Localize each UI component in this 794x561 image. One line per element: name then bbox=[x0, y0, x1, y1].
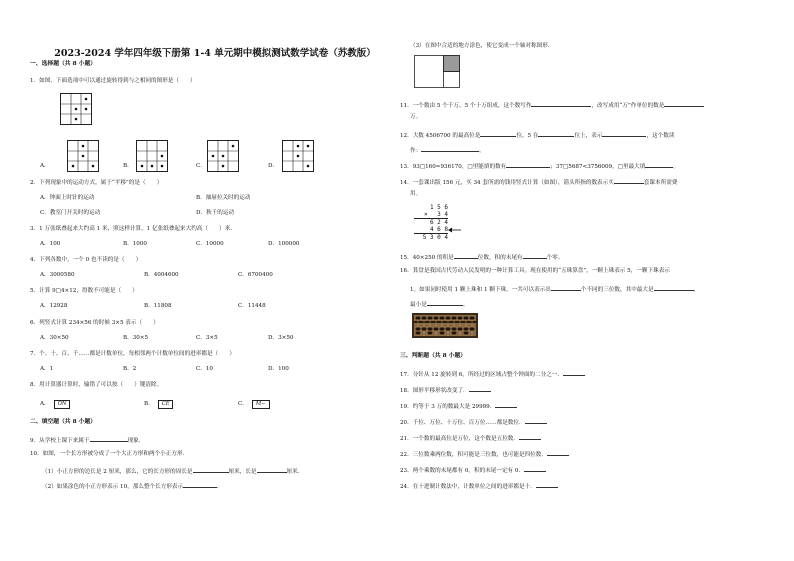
question-15 bbox=[400, 252, 563, 262]
q4-option-b[interactable]: B．4004600 bbox=[144, 272, 179, 278]
q10-2-text-end: ． bbox=[217, 484, 223, 490]
q1-option-b-figure[interactable] bbox=[136, 140, 168, 172]
q12-place-blank[interactable] bbox=[538, 130, 574, 137]
judge-19-text: 19．约等于 3 万的数最大是 29999． bbox=[400, 404, 496, 410]
q5-option-a[interactable]: A．12928 bbox=[40, 303, 68, 309]
q12-highest-blank[interactable] bbox=[480, 130, 516, 137]
question-16-cont bbox=[410, 284, 699, 294]
q12-text-d: ，这个数读 bbox=[646, 133, 675, 139]
judge-23-blank[interactable] bbox=[524, 465, 546, 472]
q14-vertical-multiplication bbox=[414, 204, 448, 241]
q15-text: 15．40×250 的积是 bbox=[400, 255, 454, 261]
q2-option-b[interactable]: B．抽屉拉关时的运动 bbox=[196, 195, 251, 201]
judge-17 bbox=[400, 369, 585, 379]
q10-rectangle-figure[interactable] bbox=[414, 55, 460, 88]
question-16: 16．算盘是我国古代劳动人民发明的一种计算工具。现在使用的“五珠算盘”，一颗上珠表示 5，一颗下珠表示 bbox=[400, 268, 670, 274]
question-8: 8．用计算器计算时，输错了可以按（ ）键清除。 bbox=[30, 382, 163, 388]
q14-text: 14．一套课出版 156 元，买 34 套所需的钱用竖式计算（如图），箭头所指的数表示买 bbox=[400, 180, 614, 186]
q16-min-blank[interactable] bbox=[427, 299, 463, 306]
q14-answer-blank[interactable] bbox=[614, 177, 644, 184]
judge-20-text: 20．千位、万位、十万位、百万位……都是数位． bbox=[400, 420, 525, 426]
q11-text: 11．一个数由 5 个千万、5 个十万组成，这个数写作 bbox=[400, 103, 532, 109]
q10-1-text-end: 厘米． bbox=[286, 469, 304, 475]
q9-answer-blank[interactable] bbox=[90, 435, 128, 442]
q11-wan-blank[interactable] bbox=[664, 100, 704, 107]
q15-zeros-blank[interactable] bbox=[523, 252, 547, 259]
arrow-left-icon bbox=[448, 226, 462, 234]
judge-18-blank[interactable] bbox=[469, 385, 491, 392]
question-5: 5．计算 9□4×12，得数不可能是（ ） bbox=[30, 288, 138, 294]
judge-22-text: 22．三位数乘两位数，积可能是三位数，也可能是四位数． bbox=[400, 452, 547, 458]
q10-1-text: （1）小正方形的边长是 2 厘米，那么，它的长方形的周长是 bbox=[42, 469, 193, 475]
question-14 bbox=[400, 177, 677, 187]
judge-17-text: 17．分针从 12 旋转到 6，所经过的区域占整个钟面的二分之一． bbox=[400, 372, 563, 378]
q1-reference-figure bbox=[60, 93, 92, 125]
question-9 bbox=[30, 435, 144, 445]
q3-option-b[interactable]: B．1000 bbox=[123, 241, 147, 247]
q12-value-blank[interactable] bbox=[602, 130, 646, 137]
q4-option-c[interactable]: C．6700400 bbox=[238, 272, 273, 278]
q5-option-b[interactable]: B．11808 bbox=[144, 303, 172, 309]
q9-text: 9．从学校上课下来属于 bbox=[30, 438, 90, 444]
q1-option-b-label[interactable]: B． bbox=[123, 163, 133, 169]
abacus-image bbox=[412, 313, 478, 338]
judge-21-blank[interactable] bbox=[519, 433, 541, 440]
q4-option-a[interactable]: A．3000580 bbox=[40, 272, 75, 278]
q12-reading-blank[interactable] bbox=[421, 145, 479, 152]
ce-key-icon[interactable]: CE bbox=[158, 400, 174, 409]
question-11 bbox=[400, 100, 704, 110]
q11-text-mid: ，改写成用“万”作单位的数是 bbox=[591, 103, 665, 109]
q8-option-a-label: A． bbox=[40, 401, 50, 407]
q6-option-d[interactable]: D．3×50 bbox=[268, 335, 294, 341]
q12-text: 12．大数 4506700 的最高位是 bbox=[400, 133, 481, 139]
q1-option-a-figure[interactable] bbox=[67, 140, 99, 172]
judge-24-text: 24．在十进制计数法中，计数单位之间的进率都是十． bbox=[400, 484, 536, 490]
question-10-1 bbox=[42, 466, 303, 476]
q13-digits-blank[interactable] bbox=[506, 161, 550, 168]
judge-23 bbox=[400, 465, 546, 475]
q14-text-mid: 套课本所需费 bbox=[643, 180, 678, 186]
section-choice-heading: 一、选择题（共 8 小题） bbox=[30, 61, 97, 67]
question-12 bbox=[400, 130, 674, 140]
question-10: 10．如图，一个长方形被分成了一个大正方形和两个小正方形． bbox=[30, 451, 189, 457]
q7-option-c[interactable]: C．10 bbox=[196, 366, 213, 372]
q6-option-b[interactable]: B．30×5 bbox=[123, 335, 149, 341]
question-11-cont: 万。 bbox=[410, 114, 422, 120]
judge-23-text: 23．两个乘数的末尾都有 0，积的末尾一定有 0． bbox=[400, 468, 525, 474]
judge-22-blank[interactable] bbox=[547, 449, 569, 456]
q10-2-answer-blank[interactable] bbox=[183, 481, 217, 488]
q3-option-c[interactable]: C．10000 bbox=[196, 241, 224, 247]
judge-19-blank[interactable] bbox=[495, 401, 517, 408]
q13-text-end: 。 bbox=[673, 164, 679, 170]
q10-1-text-mid: 厘米，长是 bbox=[228, 469, 257, 475]
q2-option-a[interactable]: A．钟面上时针的运动 bbox=[40, 195, 95, 201]
q6-option-a[interactable]: A．30×50 bbox=[40, 335, 69, 341]
judge-21-text: 21．一个数的最高位是万位，这个数是五位数． bbox=[400, 436, 519, 442]
q1-option-a-label[interactable]: A． bbox=[40, 163, 50, 169]
q8-option-b-label: B． bbox=[144, 401, 154, 407]
q16-max-blank[interactable] bbox=[654, 284, 694, 291]
q12-text-f: 。 bbox=[479, 148, 485, 154]
q16-text-c: 个不同的三位数，其中最大是 bbox=[580, 287, 654, 293]
mult-line-3: 6 2 4 bbox=[414, 218, 448, 226]
q3-option-d[interactable]: D．100000 bbox=[268, 241, 300, 247]
judge-18 bbox=[400, 385, 491, 395]
q1-option-d-figure[interactable] bbox=[282, 140, 314, 172]
q16-text-e: 最小是 bbox=[410, 302, 427, 308]
q2-option-c[interactable]: C．教室门开关时的运动 bbox=[40, 210, 101, 216]
q9-text-end: 现象． bbox=[127, 438, 145, 444]
q15-digits-blank[interactable] bbox=[454, 252, 478, 259]
question-1: 1．如图，下面选项中可以通过旋转得到与之相同的图形是（ ） bbox=[30, 78, 196, 84]
q13-text: 13．93□160≈936170，□里能填的数有 bbox=[400, 164, 507, 170]
mult-line-2: × 3 4 bbox=[423, 211, 448, 218]
question-2: 2．下列现象中的运动方式，属于“平移”的是（ ） bbox=[30, 180, 163, 186]
q1-option-c-figure[interactable] bbox=[207, 140, 239, 172]
question-13 bbox=[400, 161, 679, 171]
q1-option-c-label[interactable]: C． bbox=[196, 163, 206, 169]
judge-18-text: 18．图形平移形状改变了． bbox=[400, 388, 469, 394]
section-fill-heading: 二、填空题（共 8 小题） bbox=[30, 419, 97, 425]
q8-option-c-label: C． bbox=[238, 401, 248, 407]
q15-text-end: 个零。 bbox=[546, 255, 564, 261]
q11-number-blank[interactable] bbox=[531, 100, 591, 107]
q13-text-mid: ；37□5687<3756009，□里最大填 bbox=[550, 164, 646, 170]
q8-option-b[interactable] bbox=[144, 400, 173, 409]
question-10-3: （3）在图中合适的地方涂色，使它变成一个轴对称图形． bbox=[410, 43, 554, 49]
question-16-cont2 bbox=[410, 299, 468, 309]
q16-text-b: 1。如果同时使用 1 颗上珠和 1 颗下珠，一共可以表示出 bbox=[410, 287, 551, 293]
q12-text-b: 位，5 在 bbox=[516, 133, 539, 139]
mult-line-1: 1 5 6 bbox=[429, 204, 448, 211]
section-judge-heading: 三、判断题（共 8 小题） bbox=[400, 353, 467, 359]
page-title: 2023-2024 学年四年级下册第 1-4 单元期中模拟测试数学试卷（苏教版） bbox=[54, 48, 376, 59]
question-3: 3．1 万张纸叠起来大约高 1 米，照这样计算，1 亿张纸叠起来大约高（ ）米． bbox=[30, 226, 236, 232]
q8-option-a[interactable] bbox=[40, 400, 70, 409]
judge-24 bbox=[400, 481, 558, 491]
judge-24-blank[interactable] bbox=[536, 481, 558, 488]
q16-text-d: ， bbox=[693, 287, 700, 293]
q7-option-b[interactable]: B．2 bbox=[123, 366, 137, 372]
q2-option-d[interactable]: D．秋千的运动 bbox=[196, 210, 235, 216]
judge-21 bbox=[400, 433, 541, 443]
judge-20-blank[interactable] bbox=[525, 417, 547, 424]
m-minus-key-icon[interactable]: M− bbox=[252, 400, 270, 409]
q7-option-d[interactable]: D．100 bbox=[268, 366, 289, 372]
q16-text-f: 。 bbox=[462, 302, 469, 308]
q3-option-a[interactable]: A．100 bbox=[40, 241, 61, 247]
question-14-cont: 用。 bbox=[410, 191, 422, 197]
question-6: 6．列竖式计算 234×56 的时候 3×5 表示（ ） bbox=[30, 320, 159, 326]
q8-option-c[interactable] bbox=[238, 400, 270, 409]
judge-17-blank[interactable] bbox=[563, 369, 585, 376]
q7-option-a[interactable]: A．1 bbox=[40, 366, 54, 372]
q10-2-text: （2）如果涂色的小正方形表示 10，那么整个长方形表示 bbox=[42, 484, 184, 490]
question-4: 4．下列各数中，一个 0 也不读的是（ ） bbox=[30, 257, 142, 263]
q12-text-c: 位上，表示 bbox=[574, 133, 603, 139]
judge-20 bbox=[400, 417, 547, 427]
q6-option-c[interactable]: C．3×5 bbox=[196, 335, 218, 341]
q15-text-mid: 位数，积的末尾有 bbox=[477, 255, 523, 261]
mult-line-5: 5 3 0 4 bbox=[414, 233, 448, 241]
on-key-icon[interactable]: ON bbox=[54, 400, 71, 409]
q5-option-c[interactable]: C．11448 bbox=[238, 303, 266, 309]
q13-max-blank[interactable] bbox=[645, 161, 673, 168]
question-7: 7．个、十、百、千……都是计数单位，每相邻两个计数单位间的进率都是（ ） bbox=[30, 351, 235, 357]
judge-22 bbox=[400, 449, 569, 459]
judge-19 bbox=[400, 401, 517, 411]
q10-1-length-blank[interactable] bbox=[257, 466, 287, 473]
q1-option-d-label[interactable]: D． bbox=[268, 163, 279, 169]
question-10-2 bbox=[42, 481, 223, 491]
question-12-cont bbox=[410, 145, 485, 155]
mult-line-4: 4 6 8 bbox=[429, 226, 448, 233]
q10-1-perimeter-blank[interactable] bbox=[193, 466, 229, 473]
q12-text-e: 作： bbox=[410, 148, 422, 154]
q16-count-blank[interactable] bbox=[551, 284, 581, 291]
